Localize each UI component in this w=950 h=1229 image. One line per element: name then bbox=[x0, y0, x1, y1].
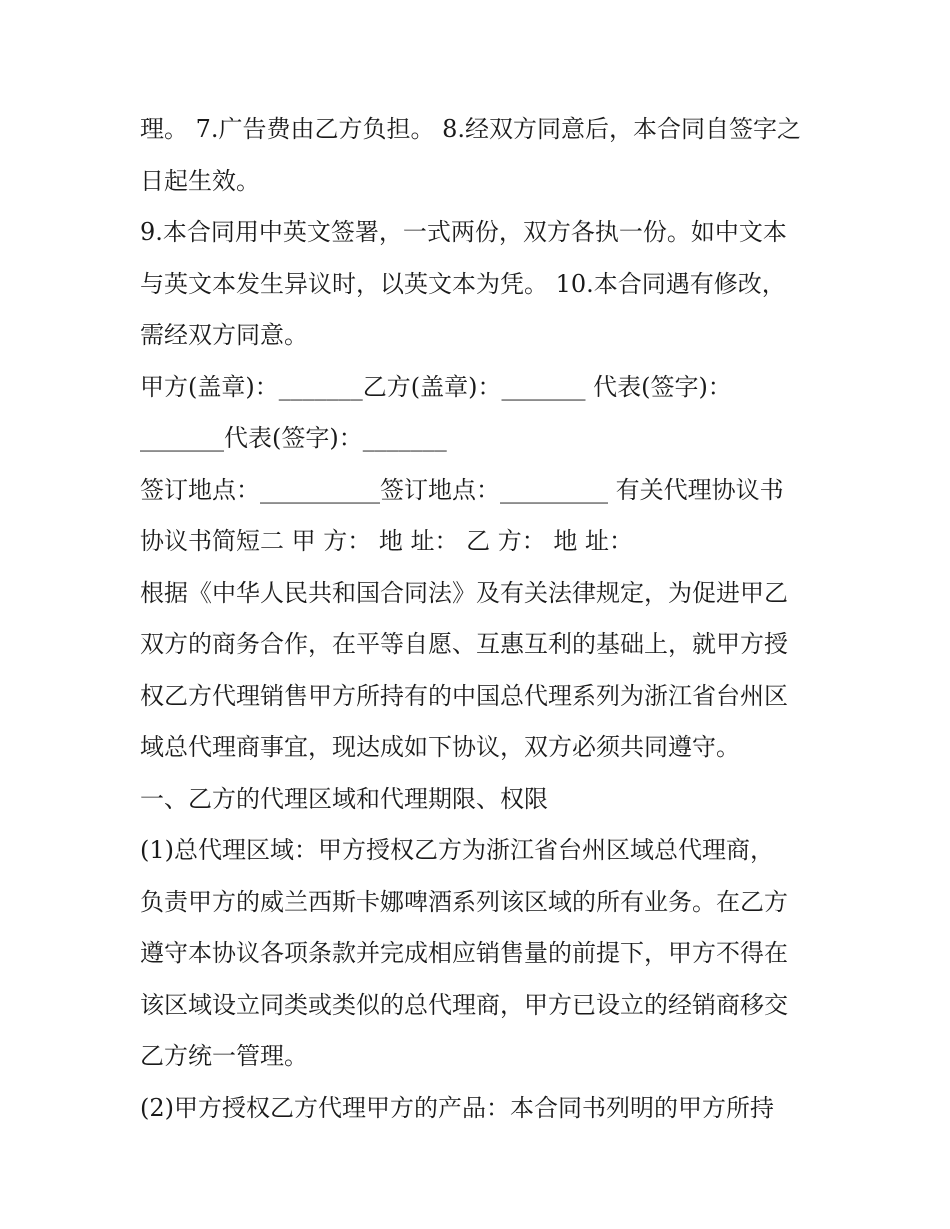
text-line: 双方的商务合作，在平等自愿、互惠互利的基础上，就甲方授 bbox=[140, 630, 788, 658]
text-line: 与英文本发生异议时，以英文本为凭。 10.本合同遇有修改， bbox=[140, 269, 786, 298]
text-line: 日起生效。 bbox=[140, 166, 260, 195]
text-line: 遵守本协议各项条款并完成相应销售量的前提下，甲方不得在 bbox=[140, 939, 788, 967]
text-line: 需经双方同意。 bbox=[140, 321, 308, 349]
text-line: 域总代理商事宜，现达成如下协议，双方必须共同遵守。 bbox=[140, 733, 740, 761]
text-line: 乙方统一管理。 bbox=[140, 1042, 308, 1070]
text-line: 该区域设立同类或类似的总代理商，甲方已设立的经销商移交 bbox=[140, 990, 788, 1019]
text-line: 9.本合同用中英文签署，一式两份，双方各执一份。如中文本 bbox=[140, 218, 787, 246]
signing-place-line: 签订地点：__________签订地点：_________ 有关代理协议书 bbox=[140, 475, 784, 504]
section-heading: 一、乙方的代理区域和代理期限、权限 bbox=[140, 784, 548, 813]
text-line: 权乙方代理销售甲方所持有的中国总代理系列为浙江省台州区 bbox=[140, 681, 788, 710]
text-line: (1)总代理区域：甲方授权乙方为浙江省台州区域总代理商， bbox=[140, 836, 774, 864]
text-line: 理。 7.广告费由乙方负担。 8.经双方同意后，本合同自签字之 bbox=[140, 115, 802, 143]
text-line: 根据《中华人民共和国合同法》及有关法律规定，为促进甲乙 bbox=[140, 578, 788, 607]
signature-line: 甲方(盖章)：_______乙方(盖章)：_______ 代表(签字)： bbox=[140, 372, 732, 401]
signature-line: _______代表(签字)：_______ bbox=[140, 424, 447, 452]
text-line: 负责甲方的威兰西斯卡娜啤酒系列该区域的所有业务。在乙方 bbox=[140, 887, 788, 916]
parties-line: 协议书简短二 甲 方： 地 址： 乙 方： 地 址： bbox=[140, 527, 634, 555]
text-line: (2)甲方授权乙方代理甲方的产品：本合同书列明的甲方所持 bbox=[140, 1093, 774, 1122]
document-body bbox=[140, 104, 840, 1134]
